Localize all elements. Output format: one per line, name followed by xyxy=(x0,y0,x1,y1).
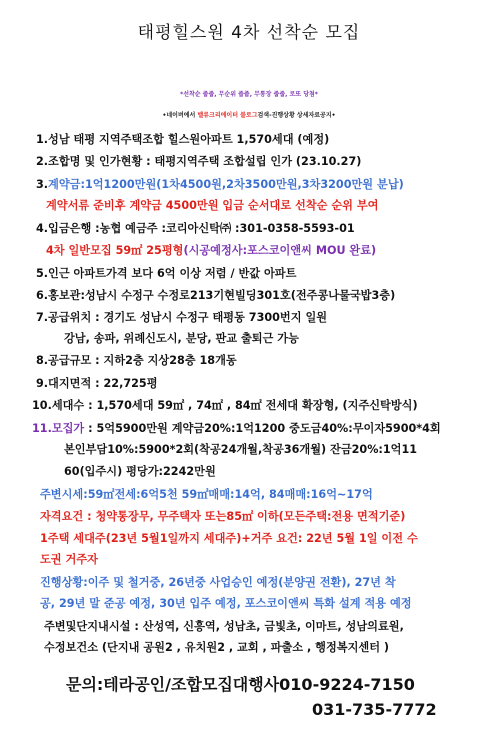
item-6: 6.홍보관:성남시 수정구 수정로213기현빌딩301호(전주콩나물국밥3층) xyxy=(36,289,396,302)
headline: *선착순 줍줍, 무순위 줍줍, 무통장 줍줍, 로또 당첨* xyxy=(180,91,318,98)
eligibility-household: 1주택 세대주(23년 5월1일까지 세대주)+거주 요건: 22년 5월 1일 이전 수 xyxy=(40,532,418,545)
market-price: 주변시세:59㎡전세:6억5천 59㎡매매:14억, 84매매:16억~17억 xyxy=(40,488,373,501)
item-3-label: 3. xyxy=(36,178,49,191)
item-7-commute: 강남, 송파, 위례신도시, 분당, 판교 출퇴근 가능 xyxy=(64,332,299,345)
eligibility-residence: 도권 거주자 xyxy=(40,553,98,566)
item-1: 1.성남 태평 지역주택조합 힐스원아파트 1,570세대 (예정) xyxy=(36,133,330,146)
blog-brand-name: 밸류크리에이터 블로그 xyxy=(197,112,258,119)
blog-notice xyxy=(0,109,498,123)
item-11-self-pay: 본인부담10%:5900*2회(착공24개월,착공36개월) 잔금20%:1억11 xyxy=(64,443,418,456)
item-3-note: 계약서류 준비후 계약금 4500만원 입금 순서대로 선착순 순위 부여 xyxy=(46,199,379,212)
item-10: 10.세대수 : 1,570세대 59㎡ , 74㎡ , 84㎡ 전세대 확장형, (지주신탁방식) xyxy=(32,399,418,412)
complex-facilities: 수정보건소 (단지내 공원2 , 유치원2 , 교회 , 파출소 , 행정복지센터 ) xyxy=(44,641,390,654)
progress-schedule: 공, 29년 말 준공 예정, 30년 입주 예정, 포스코이앤씨 특화 설계 적용 예정 xyxy=(40,597,412,610)
item-11 xyxy=(32,422,441,436)
item-3 xyxy=(36,178,404,192)
nearby-facilities: 주변및단지내시설 : 산성역, 신흥역, 성남초, 금빛초, 이마트, 성남의료원, xyxy=(44,620,404,633)
contact-phone: 031-735-7772 xyxy=(312,700,437,719)
item-4: 4.입금은행 :농협 예금주 :코리아신탁㈜ :301-0358-5593-01 xyxy=(36,222,355,235)
notice-prefix: •네이버에서 xyxy=(162,112,198,119)
page-title: 태평힐스원 4차 선착순 모집 xyxy=(137,23,361,43)
eligibility: 자격요건 : 청약통장무, 무주택자 또는85㎡ 이하(모든주택:전용 면적기준) xyxy=(40,510,406,523)
progress-status: 진행상황:이주 및 철거중, 26년중 사업승인 예정(분양권 전환), 27년 착 xyxy=(40,576,396,589)
item-3-deposit: 계약금:1억1200만원(1차4500원,2차3500만원,3차3200만원 분납) xyxy=(48,178,404,191)
item-9: 9.대지면적 : 22,725평 xyxy=(36,377,158,390)
item-11-pyeong: 60(입주시) 평당가:2242만원 xyxy=(64,465,216,478)
item-7: 7.공급위치 : 경기도 성남시 수정구 태평동 7300번지 일원 xyxy=(36,311,328,324)
item-11-price: : 5억5900만원 계약금20%:1억1200 중도금40%:무이자5900*4회 xyxy=(84,422,441,435)
item-5: 5.인근 아파트가격 보다 6억 이상 저렴 / 반값 아파트 xyxy=(36,267,297,280)
contact-inquiry: 문의:테라공인/조합모집대행사010-9224-7150 xyxy=(66,675,415,694)
item-4-builder: (시공예정사:포스코이앤씨 MOU 완료) xyxy=(183,244,377,257)
item-11-label: 11.모집가 xyxy=(32,422,85,435)
item-4-recruit xyxy=(46,244,376,258)
notice-suffix: 검색-진행상황 상세자료공지• xyxy=(257,112,336,119)
item-4-recruit-type: 4차 일반모집 59㎡ 25평형 xyxy=(46,244,184,257)
item-8: 8.공급규모 : 지하2층 지상28층 18개동 xyxy=(36,354,237,367)
item-2: 2.조합명 및 인가현황 : 태평지역주택 조합설립 인가 (23.10.27) xyxy=(36,155,362,168)
